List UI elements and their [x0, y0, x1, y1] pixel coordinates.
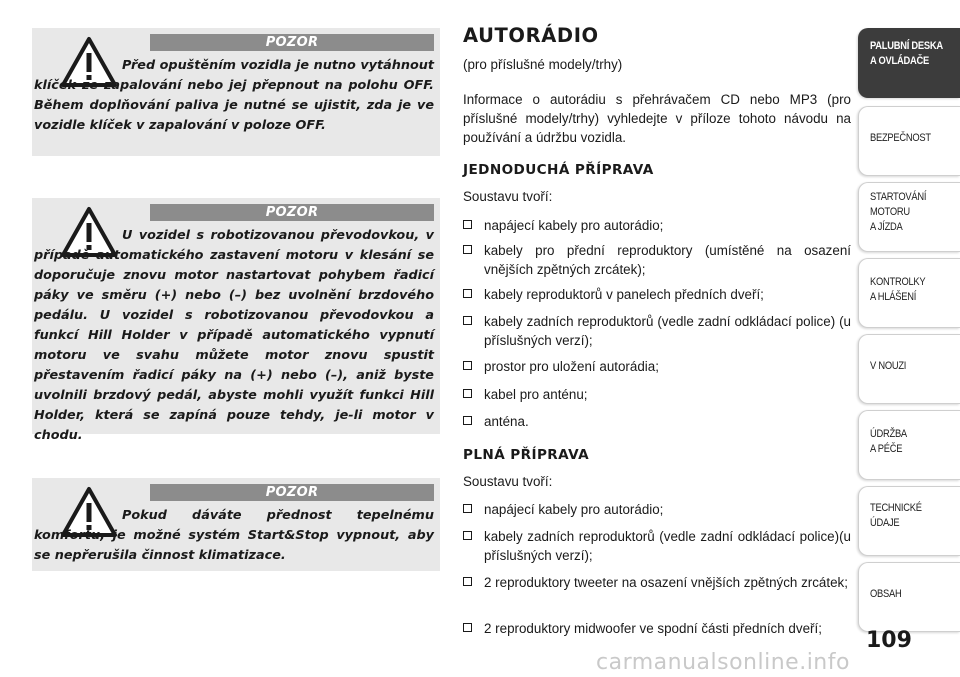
tab-palubni-deska[interactable]: PALUBNÍ DESKA A OVLÁDAČE: [858, 28, 960, 98]
section-heading-full: PLNÁ PŘÍPRAVA: [463, 447, 590, 463]
warning-box-1: [32, 28, 440, 156]
tab-v-nouzi[interactable]: V NOUZI: [858, 334, 960, 404]
subtitle: (pro příslušné modely/trhy): [463, 57, 623, 72]
watermark: carmanualsonline.info: [596, 650, 850, 675]
checkbox-bullet-icon: [463, 316, 472, 325]
intro-paragraph: Informace o autorádiu s přehrávačem CD nebo MP3 (pro příslušné modely/trhy) vyhledejte v příloze tohoto návodu na používání a údržbu vozidla.: [463, 92, 851, 145]
checkbox-bullet-icon: [463, 531, 472, 540]
warning-text: Před opuštěním vozidla je nutno vytáhnout klíček ze zapalování nebo jej přepnout na polohu OFF. Během doplňování paliva je nutné se ujistit, zda je ve vozidle klíček v zapalování v poloze OFF.: [34, 58, 434, 133]
list-item: prostor pro uložení autorádia;: [463, 357, 851, 376]
list-item: napájecí kabely pro autorádio;: [463, 500, 851, 519]
list-item: kabely zadních reproduktorů (vedle zadní odkládací police)(u příslušných verzí);: [463, 527, 851, 565]
list-item: kabel pro anténu;: [463, 385, 851, 404]
checkbox-bullet-icon: [463, 220, 472, 229]
list-item: 2 reproduktory tweeter na osazení vnějších zpětných zrcátek;: [463, 573, 851, 592]
checkbox-bullet-icon: [463, 504, 472, 513]
tab-technicke-udaje[interactable]: TECHNICKÉ ÚDAJE: [858, 486, 960, 556]
section-heading-simple: JEDNODUCHÁ PŘÍPRAVA: [463, 162, 654, 178]
tab-kontrolky[interactable]: KONTROLKY A HLÁŠENÍ: [858, 258, 960, 328]
checkbox-bullet-icon: [463, 577, 472, 586]
list-item: anténa.: [463, 412, 851, 431]
checkbox-bullet-icon: [463, 245, 472, 254]
tab-startovani[interactable]: STARTOVÁNÍ MOTORU A JÍZDA: [858, 182, 960, 252]
list-item: kabely pro přední reproduktory (umístěné na osazení vnějších zpětných zrcátek);: [463, 241, 851, 279]
tab-udrzba[interactable]: ÚDRŽBA A PÉČE: [858, 410, 960, 480]
warning-box-3: [32, 478, 440, 571]
warning-box-2: [32, 198, 440, 443]
checkbox-bullet-icon: [463, 289, 472, 298]
list-item: kabely zadních reproduktorů (vedle zadní odkládací police) (u příslušných verzí);: [463, 312, 851, 350]
list-item: napájecí kabely pro autorádio;: [463, 216, 851, 235]
tab-obsah[interactable]: OBSAH: [858, 562, 960, 632]
warning-text: Pokud dáváte přednost tepelnému komfortu, je možné systém Start&Stop vypnout, aby se nepřerušila činnost klimatizace.: [34, 508, 434, 563]
list-item: 2 reproduktory midwoofer ve spodní části předních dveří;: [463, 619, 851, 638]
tab-bezpecnost[interactable]: BEZPEČNOST: [858, 106, 960, 176]
page-number: 109: [866, 628, 912, 653]
section-lead: Soustavu tvoří:: [463, 474, 553, 489]
warning-heading: POZOR: [150, 484, 434, 501]
warning-text: U vozidel s robotizovanou převodovkou, v případě automatického zastavení motoru v klesání se doporučuje znovu motor nastartovat pohybem řadicí páky ve směru (+) nebo (–) bez uvolnění brzdového pedálu. U vozidel s robotizovanou převodovkou a funkcí Hill Holder v případě automatického vypnutí motoru ve svahu můžete motor znovu spustit přestavením řadicí páky na (+) nebo (–), aniž byste uvolnili brzdový pedál, abyste mohli využít funkci Hill Holder, která se zapíná pouze tehdy, je-li motor v chodu.: [34, 228, 434, 443]
page-title: AUTORÁDIO: [463, 24, 599, 47]
checkbox-bullet-icon: [463, 389, 472, 398]
warning-heading: POZOR: [150, 34, 434, 51]
section-lead: Soustavu tvoří:: [463, 189, 553, 204]
checkbox-bullet-icon: [463, 361, 472, 370]
checkbox-bullet-icon: [463, 623, 472, 632]
list-item: kabely reproduktorů v panelech předních dveří;: [463, 285, 851, 304]
warning-heading: POZOR: [150, 204, 434, 221]
checkbox-bullet-icon: [463, 416, 472, 425]
